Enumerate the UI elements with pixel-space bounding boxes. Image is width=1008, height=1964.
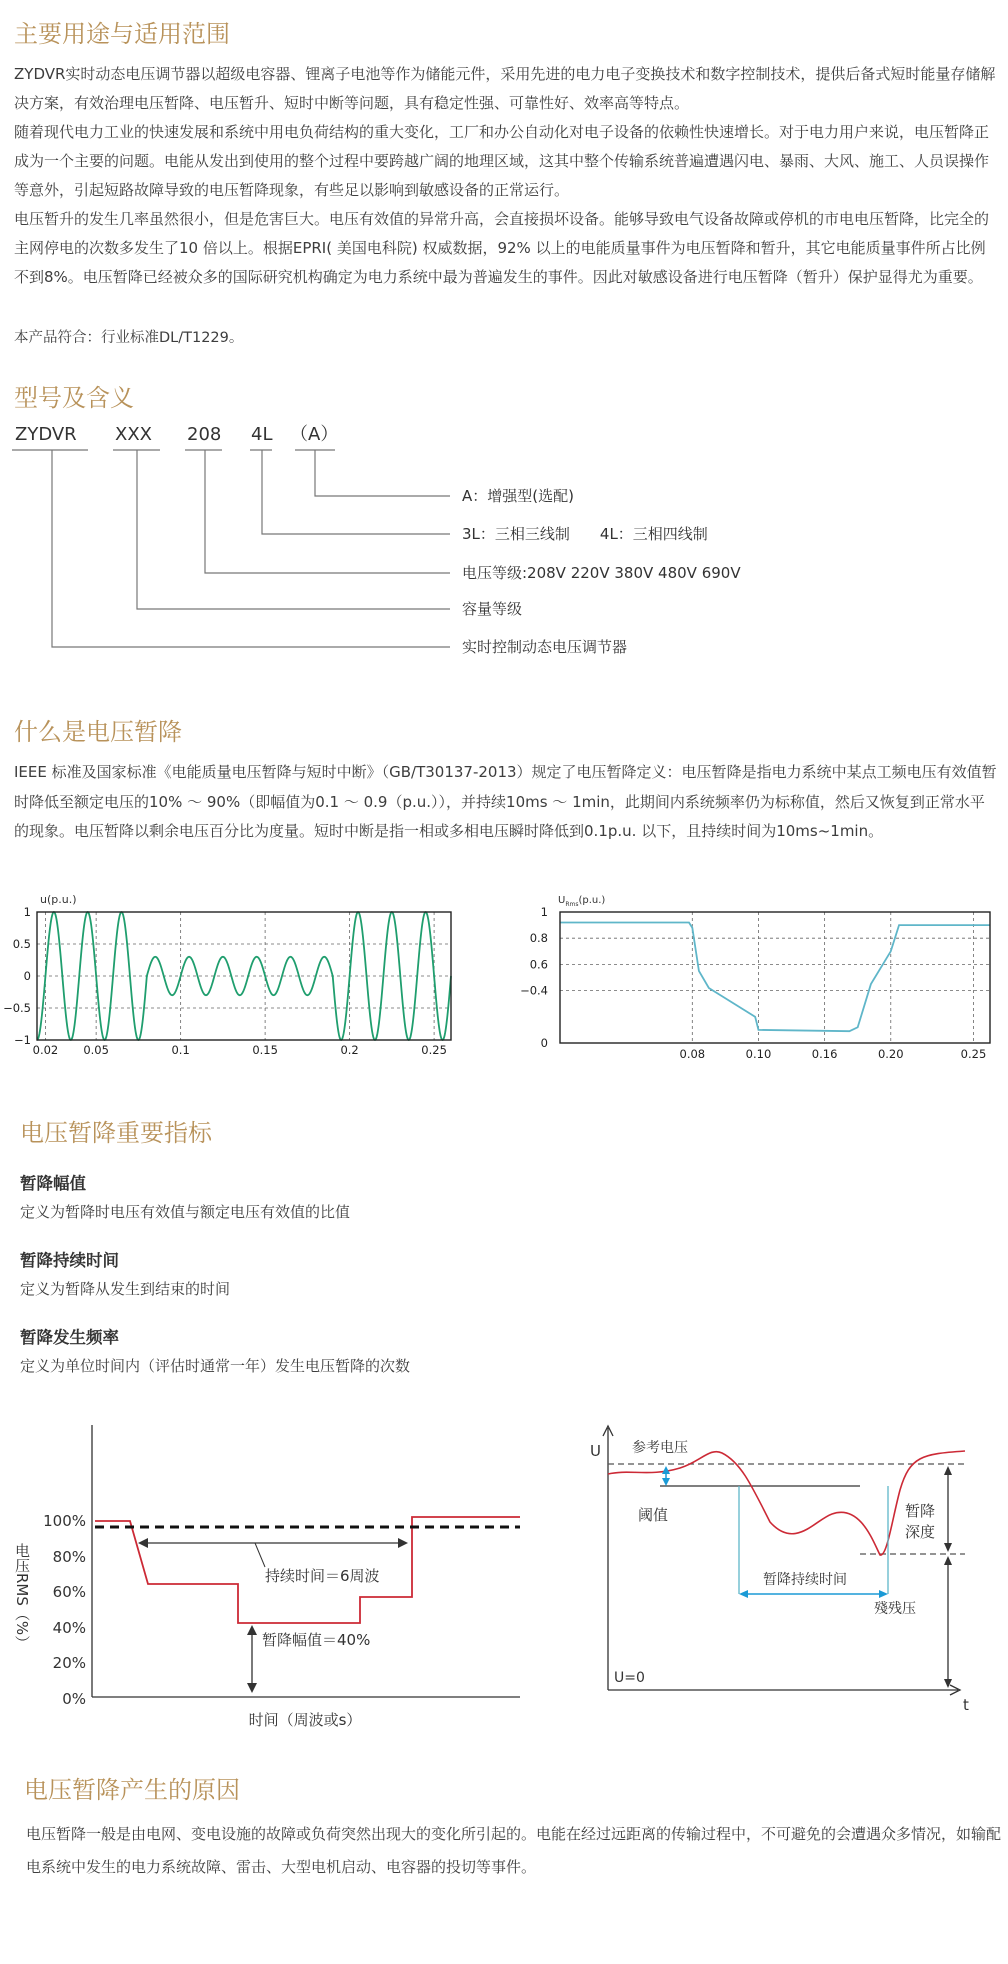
x-tick-label: 0.15 <box>252 1043 278 1057</box>
standard-note: 本产品符合：行业标准DL/T1229。 <box>14 330 244 346</box>
x-tick-label: 0.16 <box>811 1047 838 1058</box>
figure-sag-metrics <box>0 1425 540 1730</box>
tick-60: 60% <box>52 1583 86 1601</box>
amplitude-label: 暂降幅值＝40% <box>262 1631 371 1649</box>
x-tick-label: 0.25 <box>421 1043 447 1057</box>
usage-text <box>14 60 999 292</box>
figure-sag-depth <box>570 1420 1000 1720</box>
connector-line <box>262 450 450 534</box>
y-tick-label: −0.5 <box>3 1001 31 1015</box>
meaning-product: 实时控制动态电压调节器 <box>462 638 628 656</box>
meaning-wiring: 3L：三相三线制 4L：三相四线制 <box>462 525 708 543</box>
usage-paragraph: 电压暂升的发生几率虽然很小，但是危害巨大。电压有效值的异常升高，会直接损坏设备。能够导致电气设备故障或停机的市电电压暂降，比完全的主网停电的次数多发生了10 倍以上。根据EPRI( 美国电科院) 权威数据，92% 以上的电能质量事件为电压暂降和暂升，其它电能质量事件所占比例不到8%。电压暂降已经被众多的国际研究机构确定为电力系统中最为普遍发生的事件。因此对敏感设备进行电压暂降（暂升）保护显得尤为重要。 <box>14 210 990 286</box>
x-tick-label: 0.25 <box>960 1047 987 1058</box>
connector-line <box>315 450 450 496</box>
y-tick-label: 1 <box>23 905 31 919</box>
duration-label: 暂降持续时间 <box>763 1572 847 1588</box>
y-tick-label: 0.6 <box>529 957 548 972</box>
indicator-desc: 定义为暂降从发生到结束的时间 <box>20 1280 231 1298</box>
arrow-head-icon <box>944 1556 952 1565</box>
x-tick-label: 0.20 <box>877 1047 904 1058</box>
ref-label: 参考电压 <box>632 1440 688 1456</box>
meaning-option: A：增强型(选配) <box>462 487 574 505</box>
usage-paragraph: 随着现代电力工业的快速发展和系统中用电负荷结构的重大变化，工厂和办公自动化对电子设备的依赖性快速增长。对于电力用户来说，电压暂降正成为一个主要的问题。电能从发出到使用的整个过程中要跨越广阔的地理区域，这其中整个传输系统普遍遭遇闪电、暴雨、大风、施工、人员误操作等意外，引起短路故障导致的电压暂降现象，有些足以影响到敏感设备的正常运行。 <box>14 123 990 199</box>
meaning-capacity: 容量等级 <box>462 600 523 618</box>
indicator-name: 暂降幅值 <box>20 1174 86 1193</box>
causes-text: 电压暂降一般是由电网、变电设施的故障或负荷突然出现大的变化所引起的。电能在经过远距离的传输过程中，不可避免的会遭遇众多情况，如输配电系统中发生的电力系统故障、雷击、大型电机启动、电容器的投切等事件。 <box>26 1825 1002 1876</box>
usage-paragraph: ZYDVR实时动态电压调节器以超级电容器、锂离子电池等作为储能元件，采用先进的电力电子变换技术和数字控制技术，提供后备式短时能量存储解决方案，有效治理电压暂降、电压暂升、短时中断等问题，具有稳定性强、可靠性好、效率高等特点。 <box>14 65 996 112</box>
fig3-xlabel: 时间（周波或s） <box>248 1711 362 1729</box>
y-tick-label: 0 <box>23 969 31 983</box>
arrow-head-icon <box>739 1590 748 1598</box>
chart2-frame <box>560 912 990 1043</box>
arrow-head-icon <box>944 1466 952 1475</box>
arrow-head-icon <box>398 1538 408 1548</box>
arrow-head-icon <box>879 1590 888 1598</box>
arrow-head-icon <box>944 1543 952 1552</box>
chart1-grid <box>37 912 451 1040</box>
tick-100: 100% <box>43 1512 86 1530</box>
chart2-ylabel: $U_{Rms}(p.u.)$ <box>558 895 606 908</box>
section-title-usage: 主要用途与适用范围 <box>14 20 230 48</box>
arrow-head-icon <box>138 1538 148 1548</box>
threshold-label: 阈值 <box>638 1506 669 1524</box>
chart2-grid <box>560 912 990 1043</box>
code-option: （A） <box>290 424 339 445</box>
duration-label: 持续时间＝6周波 <box>265 1567 380 1585</box>
section-title-model: 型号及含义 <box>14 384 134 412</box>
indicator-desc: 定义为单位时间内（评估时通常一年）发生电压暂降的次数 <box>20 1357 411 1375</box>
x-tick-label: 0.2 <box>340 1043 359 1057</box>
depth-label: 暂降 <box>905 1502 936 1520</box>
arrow-head-icon <box>944 1679 952 1688</box>
arrow-head-icon <box>247 1683 257 1693</box>
depth-label: 深度 <box>905 1523 936 1541</box>
code-capacity: XXX <box>115 424 152 445</box>
model-code-diagram <box>0 410 1008 670</box>
y-tick-label: −0.4 <box>520 983 548 998</box>
y-tick-label: 0.8 <box>529 931 548 946</box>
residual-label: 殘残压 <box>874 1601 916 1617</box>
leader-line <box>255 1543 265 1567</box>
section-title-causes: 电压暂降产生的原因 <box>24 1776 240 1804</box>
connector-line <box>52 450 450 647</box>
connector-line <box>137 450 450 609</box>
x-tick-label: 0.02 <box>32 1043 59 1057</box>
arrow-head-icon <box>247 1625 257 1635</box>
y-tick-label: −1 <box>14 1033 31 1047</box>
tick-20: 20% <box>52 1654 86 1672</box>
y-tick-label: 1 <box>540 905 548 919</box>
indicator-name: 暂降持续时间 <box>20 1251 119 1270</box>
chart2-series-rms <box>560 922 990 1031</box>
connector-line <box>205 450 450 573</box>
meaning-voltage: 电压等级:208V 220V 380V 480V 690V <box>462 564 741 582</box>
tick-0: 0% <box>62 1690 86 1708</box>
zero-label: U=0 <box>614 1670 645 1686</box>
fig3-ylabel: 电压RMS（%） <box>13 1543 31 1651</box>
y-tick-label: 0 <box>540 1036 548 1050</box>
code-zydvr: ZYDVR <box>15 424 77 445</box>
tick-40: 40% <box>52 1619 86 1637</box>
section-title-sag: 什么是电压暂降 <box>14 718 182 746</box>
chart-waveform <box>0 888 470 1058</box>
chart1-ylabel: u(p.u.) <box>40 893 77 906</box>
chart-rms <box>510 888 1000 1058</box>
indicator-desc: 定义为暂降时电压有效值与额定电压有效值的比值 <box>20 1203 351 1221</box>
x-tick-label: 0.10 <box>745 1047 772 1058</box>
arrow-head-icon <box>662 1478 670 1486</box>
indicator-name: 暂降发生频率 <box>20 1328 119 1347</box>
x-tick-label: 0.08 <box>679 1047 706 1058</box>
section-title-indicators: 电压暂降重要指标 <box>20 1119 212 1147</box>
sag-definition: IEEE 标准及国家标准《电能质量电压暂降与短时中断》（GB/T30137-2013）规定了电压暂降定义：电压暂降是指电力系统中某点工频电压有效值暂时降低至额定电压的10% ～ 90%（即幅值为0.1 ～ 0.9（p.u.）），并持续10ms ～ 1min，此期间内系统频率仍为标称值，然后又恢复到正常水平的现象。电压暂降以剩余电压百分比为度量。短时中断是指一相或多相电压瞬时降低到0.1p.u. 以下，且持续时间为10ms~1min。 <box>14 763 997 840</box>
u-label: U <box>590 1442 601 1460</box>
x-tick-label: 0.05 <box>83 1043 109 1057</box>
t-label: t <box>963 1696 969 1714</box>
y-tick-label: 0.5 <box>12 937 31 951</box>
tick-80: 80% <box>52 1548 86 1566</box>
code-wiring: 4L <box>251 424 273 445</box>
code-voltage: 208 <box>187 424 222 445</box>
x-tick-label: 0.1 <box>171 1043 190 1057</box>
